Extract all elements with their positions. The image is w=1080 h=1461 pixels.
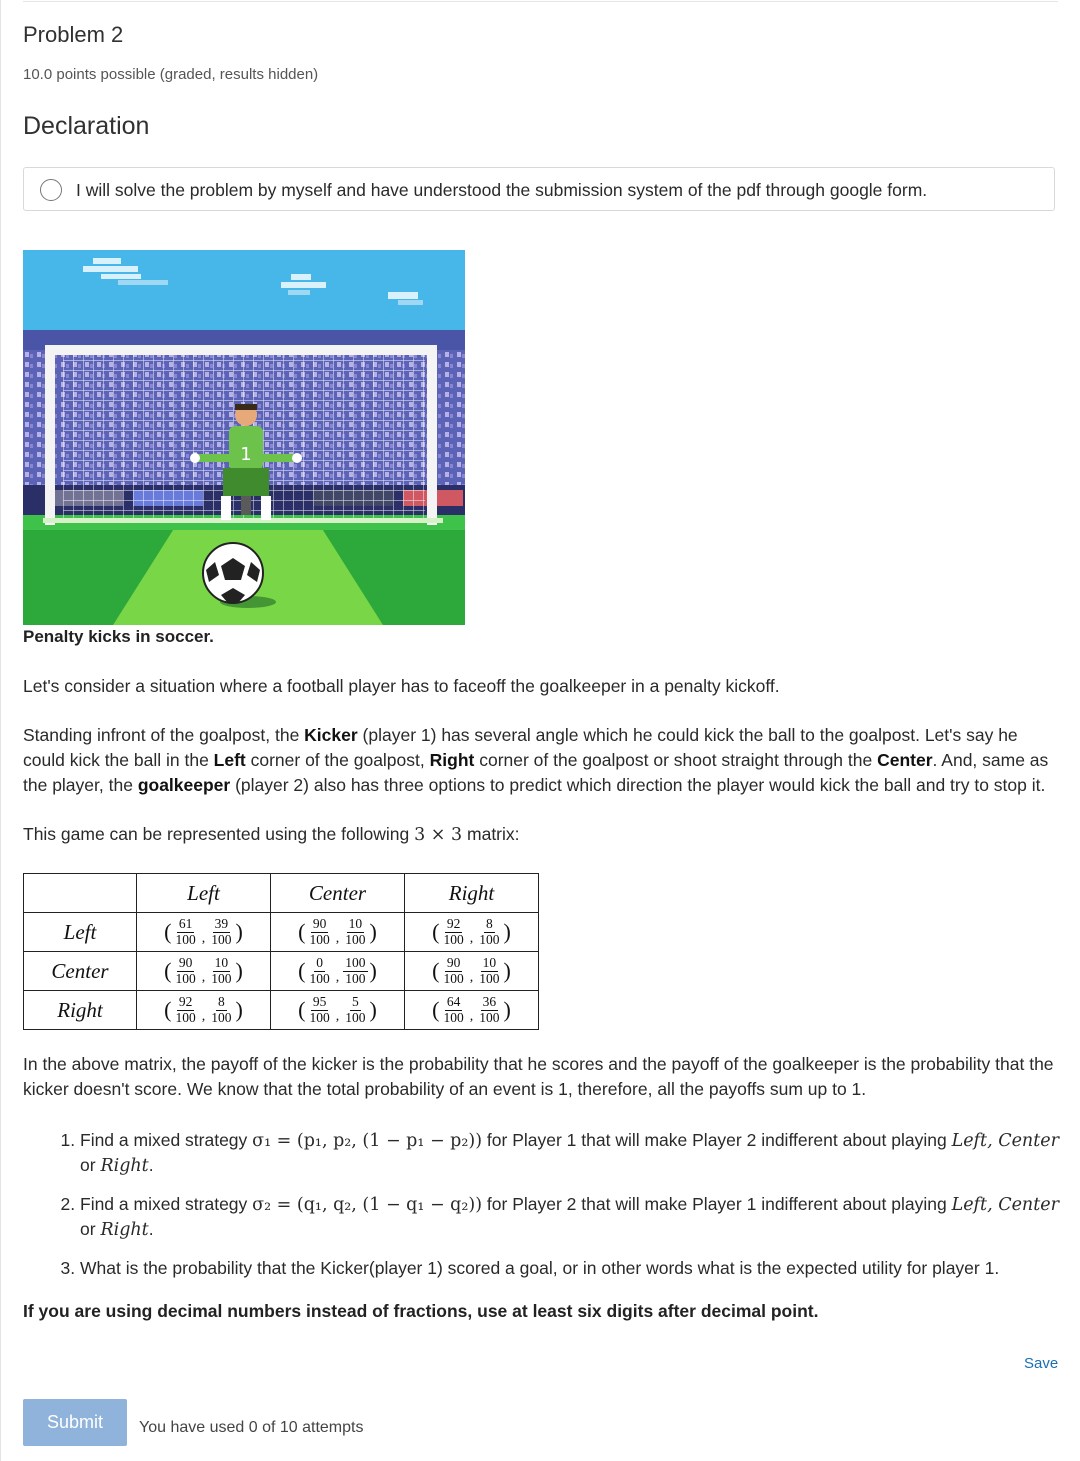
problem-title: Problem 2 bbox=[23, 22, 124, 47]
figure-caption: Penalty kicks in soccer. bbox=[23, 627, 214, 646]
matrix-col-header: Left bbox=[137, 874, 271, 913]
declaration-heading: Declaration bbox=[23, 112, 150, 140]
matrix-cell: ( $\frac{90}{100}$ , $\frac{10}{100}$ ) bbox=[137, 952, 271, 991]
matrix-explanation: In the above matrix, the payoff of the kicker is the probability that he scores and the payoff of the goalkeeper is the probability that the kicker doesn't score. We know that the total probability of an event is 1, therefore, all the payoffs sum up to 1. bbox=[23, 1054, 1054, 1099]
top-divider bbox=[23, 1, 1058, 2]
matrix-cell: ( $\frac{61}{100}$ , $\frac{39}{100}$ ) bbox=[137, 913, 271, 952]
description-paragraph: Standing infront of the goalpost, the Kicker (player 1) has several angle which he could kick the ball to the goalpost. Let's say he could kick the ball in the Left corner of the goalpost, Right corner of the goalpost or shoot straight through the Center. And, same as the player, the goalkeeper (player 2) also has three options to predict which direction the player would kick the ball and try to stop it. bbox=[23, 725, 1049, 795]
decimal-note: If you are using decimal numbers instead of fractions, use at least six digits after decimal point. bbox=[23, 1301, 819, 1321]
matrix-cell: ( $\frac{64}{100}$ , $\frac{36}{100}$ ) bbox=[405, 991, 539, 1030]
payoff-matrix bbox=[23, 873, 539, 1030]
matrix-intro: This game can be represented using the following 3 × 3 matrix: bbox=[23, 824, 520, 845]
jersey-number: 1 bbox=[240, 444, 252, 465]
matrix-cell: ( $\frac{92}{100}$ , $\frac{8}{100}$ ) bbox=[137, 991, 271, 1030]
matrix-cell: ( $\frac{0}{100}$ , $\frac{100}{100}$ ) bbox=[271, 952, 405, 991]
matrix-row-header: Center bbox=[24, 952, 137, 991]
declaration-option[interactable] bbox=[23, 167, 1055, 211]
matrix-cell: ( $\frac{90}{100}$ , $\frac{10}{100}$ ) bbox=[405, 952, 539, 991]
matrix-row-header: Left bbox=[24, 913, 137, 952]
attempts-info: You have used 0 of 10 attempts bbox=[139, 1419, 364, 1436]
radio-button[interactable] bbox=[40, 179, 62, 201]
matrix-col-header: Right bbox=[405, 874, 539, 913]
matrix-col-header: Center bbox=[271, 874, 405, 913]
submit-button[interactable]: Submit bbox=[23, 1399, 127, 1446]
soccer-goalkeeper-illustration-icon bbox=[23, 250, 465, 625]
save-link[interactable]: Save bbox=[1024, 1355, 1059, 1372]
matrix-cell: ( $\frac{95}{100}$ , $\frac{5}{100}$ ) bbox=[271, 991, 405, 1030]
list-item: 2. Find a mixed strategy σ₂ = (q₁, q₂, (1 − q₁ − q₂)) for Player 2 that will make Player 1 indifferent about playing Left, Center or Right. bbox=[80, 1192, 1065, 1242]
points-info: 10.0 points possible (graded, results hidden) bbox=[23, 66, 319, 83]
question-list bbox=[23, 1128, 1065, 1294]
matrix-cell: ( $\frac{90}{100}$ , $\frac{10}{100}$ ) bbox=[271, 913, 405, 952]
penalty-kick-illustration bbox=[23, 250, 465, 625]
declaration-option-label: I will solve the problem by myself and have understood the submission system of the pdf through google form. bbox=[76, 180, 928, 200]
list-item: 3. What is the probability that the Kicker(player 1) scored a goal, or in other words what is the expected utility for player 1. bbox=[80, 1256, 1065, 1280]
matrix-row-header: Right bbox=[24, 991, 137, 1030]
intro-paragraph: Let's consider a situation where a football player has to faceoff the goalkeeper in a penalty kickoff. bbox=[23, 676, 780, 696]
list-item: 1. Find a mixed strategy σ₁ = (p₁, p₂, (1 − p₁ − p₂)) for Player 1 that will make Player 2 indifferent about playing Left, Center or Right. bbox=[80, 1128, 1065, 1178]
left-border bbox=[0, 0, 1, 1461]
matrix-cell: ( $\frac{92}{100}$ , $\frac{8}{100}$ ) bbox=[405, 913, 539, 952]
matrix-corner bbox=[24, 874, 137, 913]
